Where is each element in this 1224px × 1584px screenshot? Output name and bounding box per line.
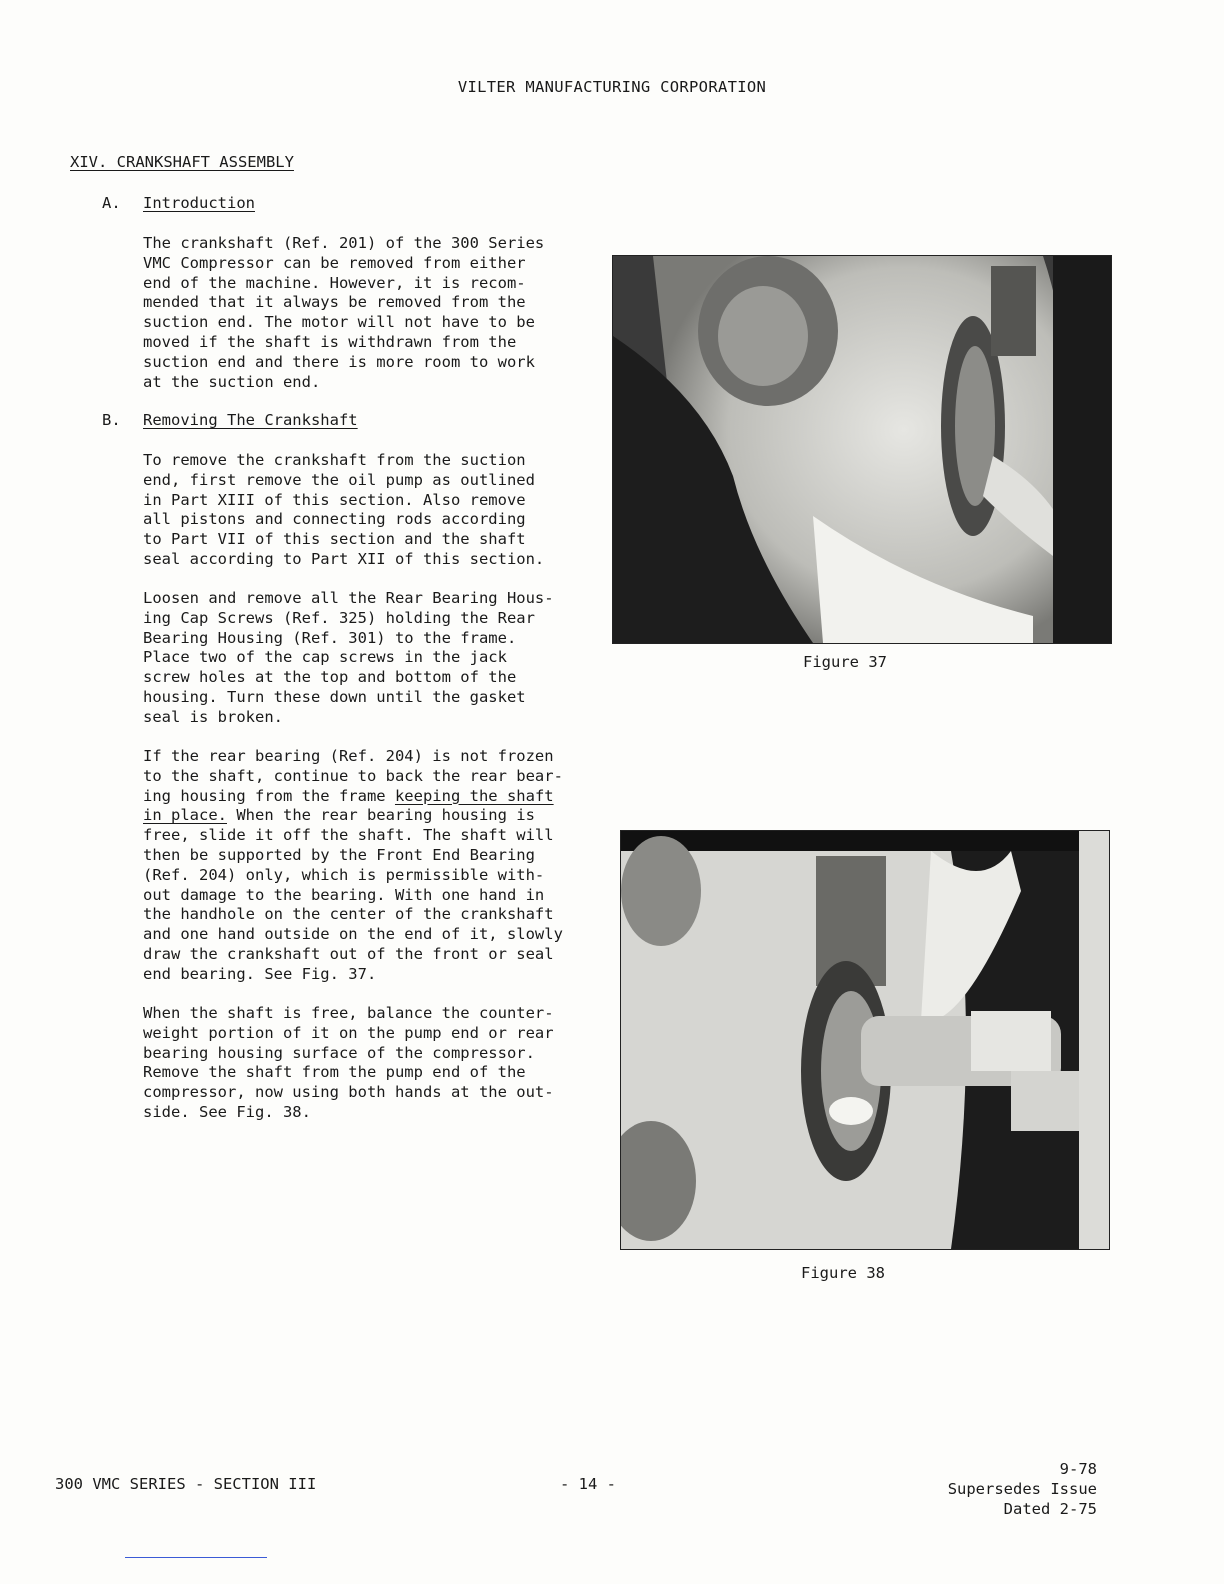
removal-paragraph-3	[143, 747, 605, 985]
introduction-paragraph: The crankshaft (Ref. 201) of the 300 Series VMC Compressor can be removed from either end of the machine. However, it is recom- mended that it always be removed from the suction end. The motor will not have to be moved if the shaft is withdrawn from the suction end and there is more room to work at the suction end.	[143, 234, 545, 391]
paragraph-3-text-start: If the rear bearing (Ref. 204) is not frozen to the shaft, continue to back the rear bear- ing housing from the frame	[143, 747, 563, 805]
figure-37-caption: Figure 37	[803, 653, 887, 671]
footer-rule	[125, 1557, 267, 1558]
subsection-a-title: Introduction	[143, 194, 255, 212]
keeping-shaft-emphasis: keeping the shaft	[394, 786, 554, 805]
previous-date: Dated 2-75	[1003, 1500, 1097, 1518]
page-number: - 14 -	[560, 1475, 616, 1493]
subsection-a-letter: A.	[102, 194, 121, 212]
removal-paragraph-4: When the shaft is free, balance the counter- weight portion of it on the pump end or rear bearing housing surface of the compressor. Remove the shaft from the pump end of the compressor, now using both hands at the out- side. See Fig. 38.	[143, 1004, 554, 1121]
subsection-b-title: Removing The Crankshaft	[143, 411, 358, 429]
removal-paragraph-2: Loosen and remove all the Rear Bearing Hous- ing Cap Screws (Ref. 325) holding the Rear Bearing Housing (Ref. 301) to the frame. Place two of the cap screws in the jack screw holes at the top and bottom of the housing. Turn these down until the gasket seal is broken.	[143, 589, 554, 726]
figure-38-photo	[620, 830, 1110, 1250]
paragraph-3-text-end: When the rear bearing housing is free, slide it off the shaft. The shaft will then be supported by the Front End Bearing (Ref. 204) only, which is permissible with- out damage to the bearing. With one hand in the handhole on the center of the crankshaft and one hand outside on the end of it, slowly draw the crankshaft out of the front or seal end bearing. See Fig. 37.	[143, 806, 563, 983]
revision-block	[948, 1459, 1097, 1519]
page-header: VILTER MANUFACTURING CORPORATION	[457, 78, 767, 96]
figure-38-caption: Figure 38	[801, 1264, 885, 1282]
in-place-emphasis: in place.	[143, 806, 227, 825]
figure-37-photo	[612, 255, 1112, 644]
subsection-b-letter: B.	[102, 411, 121, 429]
supersedes-label: Supersedes Issue	[947, 1480, 1097, 1498]
section-title: XIV. CRANKSHAFT ASSEMBLY	[70, 153, 294, 171]
removal-paragraph-1: To remove the crankshaft from the suction end, first remove the oil pump as outlined in Part XIII of this section. Also remove all pistons and connecting rods according to Part VII of this section and the shaft seal according to Part XII of this section.	[143, 451, 545, 568]
footer-series-section: 300 VMC SERIES - SECTION III	[55, 1475, 317, 1493]
revision-date: 9-78	[1059, 1460, 1097, 1478]
